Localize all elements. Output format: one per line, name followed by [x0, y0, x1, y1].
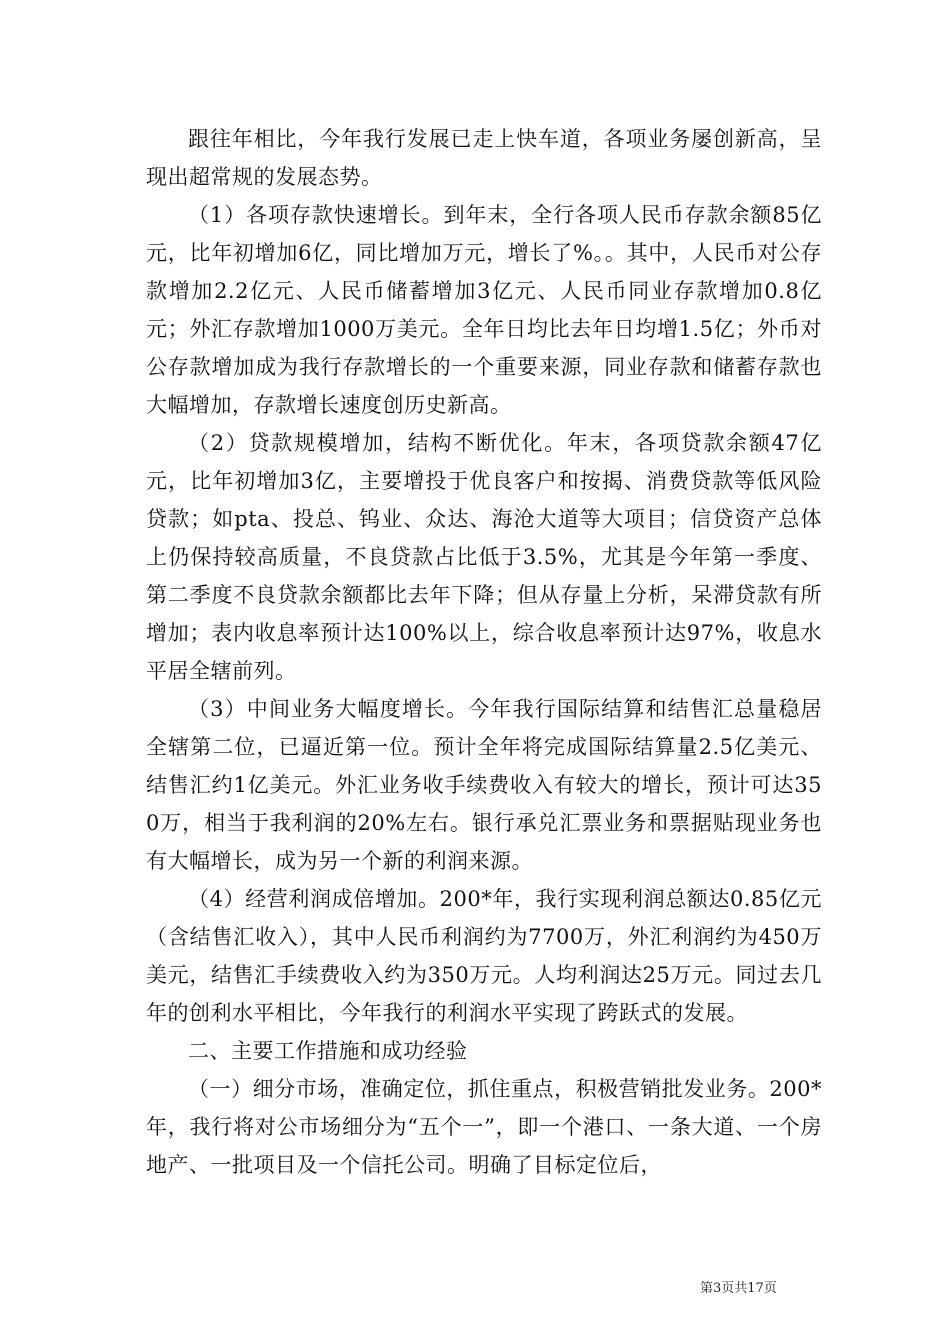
paragraph-market-segmentation: （一）细分市场，准确定位，抓住重点，积极营销批发业务。200*年，我行将对公市场细分为“五个一”，即一个港口、一条大道、一个房地产、一批项目及一个信托公司。明确了目标定位后， — [146, 1077, 822, 1177]
document-body — [146, 120, 822, 1184]
page-number: 第3页共17页 — [700, 1281, 777, 1296]
paragraph-intermediate-business: （3）中间业务大幅度增长。今年我行国际结算和结售汇总量稳居全辖第二位，已逼近第一位。预计全年将完成国际结算量2.5亿美元、结售汇约1亿美元。外汇业务收手续费收入有较大的增长，预计可达350万，相当于我利润的20%左右。银行承兑汇票业务和票据贴现业务也有大幅增长，成为另一个新的利润来源。 — [146, 697, 822, 873]
section-heading: 二、主要工作措施和成功经验 — [188, 1039, 468, 1063]
paragraph-profit: （4）经营利润成倍增加。200*年，我行实现利润总额达0.85亿元（含结售汇收入），其中人民币利润约为7700万，外汇利润约为450万美元，结售汇手续费收入约为350万元。人均利润达25万元。同过去几年的创利水平相比，今年我行的利润水平实现了跨跃式的发展。 — [146, 887, 822, 1025]
paragraph-loans: （2）贷款规模增加，结构不断优化。年末，各项贷款余额47亿元，比年初增加3亿，主要增投于优良客户和按揭、消费贷款等低风险贷款；如pta、投总、钨业、众达、海沧大道等大项目；信贷资产总体上仍保持较高质量，不良贷款占比低于3.5%，尤其是今年第一季度、第二季度不良贷款余额都比去年下降；但从存量上分析，呆滞贷款有所增加；表内收息率预计达100%以上，综合收息率预计达97%，收息水平居全辖前列。 — [146, 431, 822, 683]
paragraph-deposits: （1）各项存款快速增长。到年末，全行各项人民币存款余额85亿元，比年初增加6亿，同比增加万元，增长了%。。其中，人民币对公存款增加2.2亿元、人民币储蓄增加3亿元、人民币同业存款增加0.8亿元；外汇存款增加1000万美元。全年日均比去年日均增1.5亿；外币对公存款增加成为我行存款增长的一个重要来源，同业存款和储蓄存款也大幅增加，存款增长速度创历史新高。 — [146, 203, 822, 417]
paragraph-summary: 跟往年相比，今年我行发展已走上快车道，各项业务屡创新高，呈现出超常规的发展态势。 — [146, 127, 822, 189]
